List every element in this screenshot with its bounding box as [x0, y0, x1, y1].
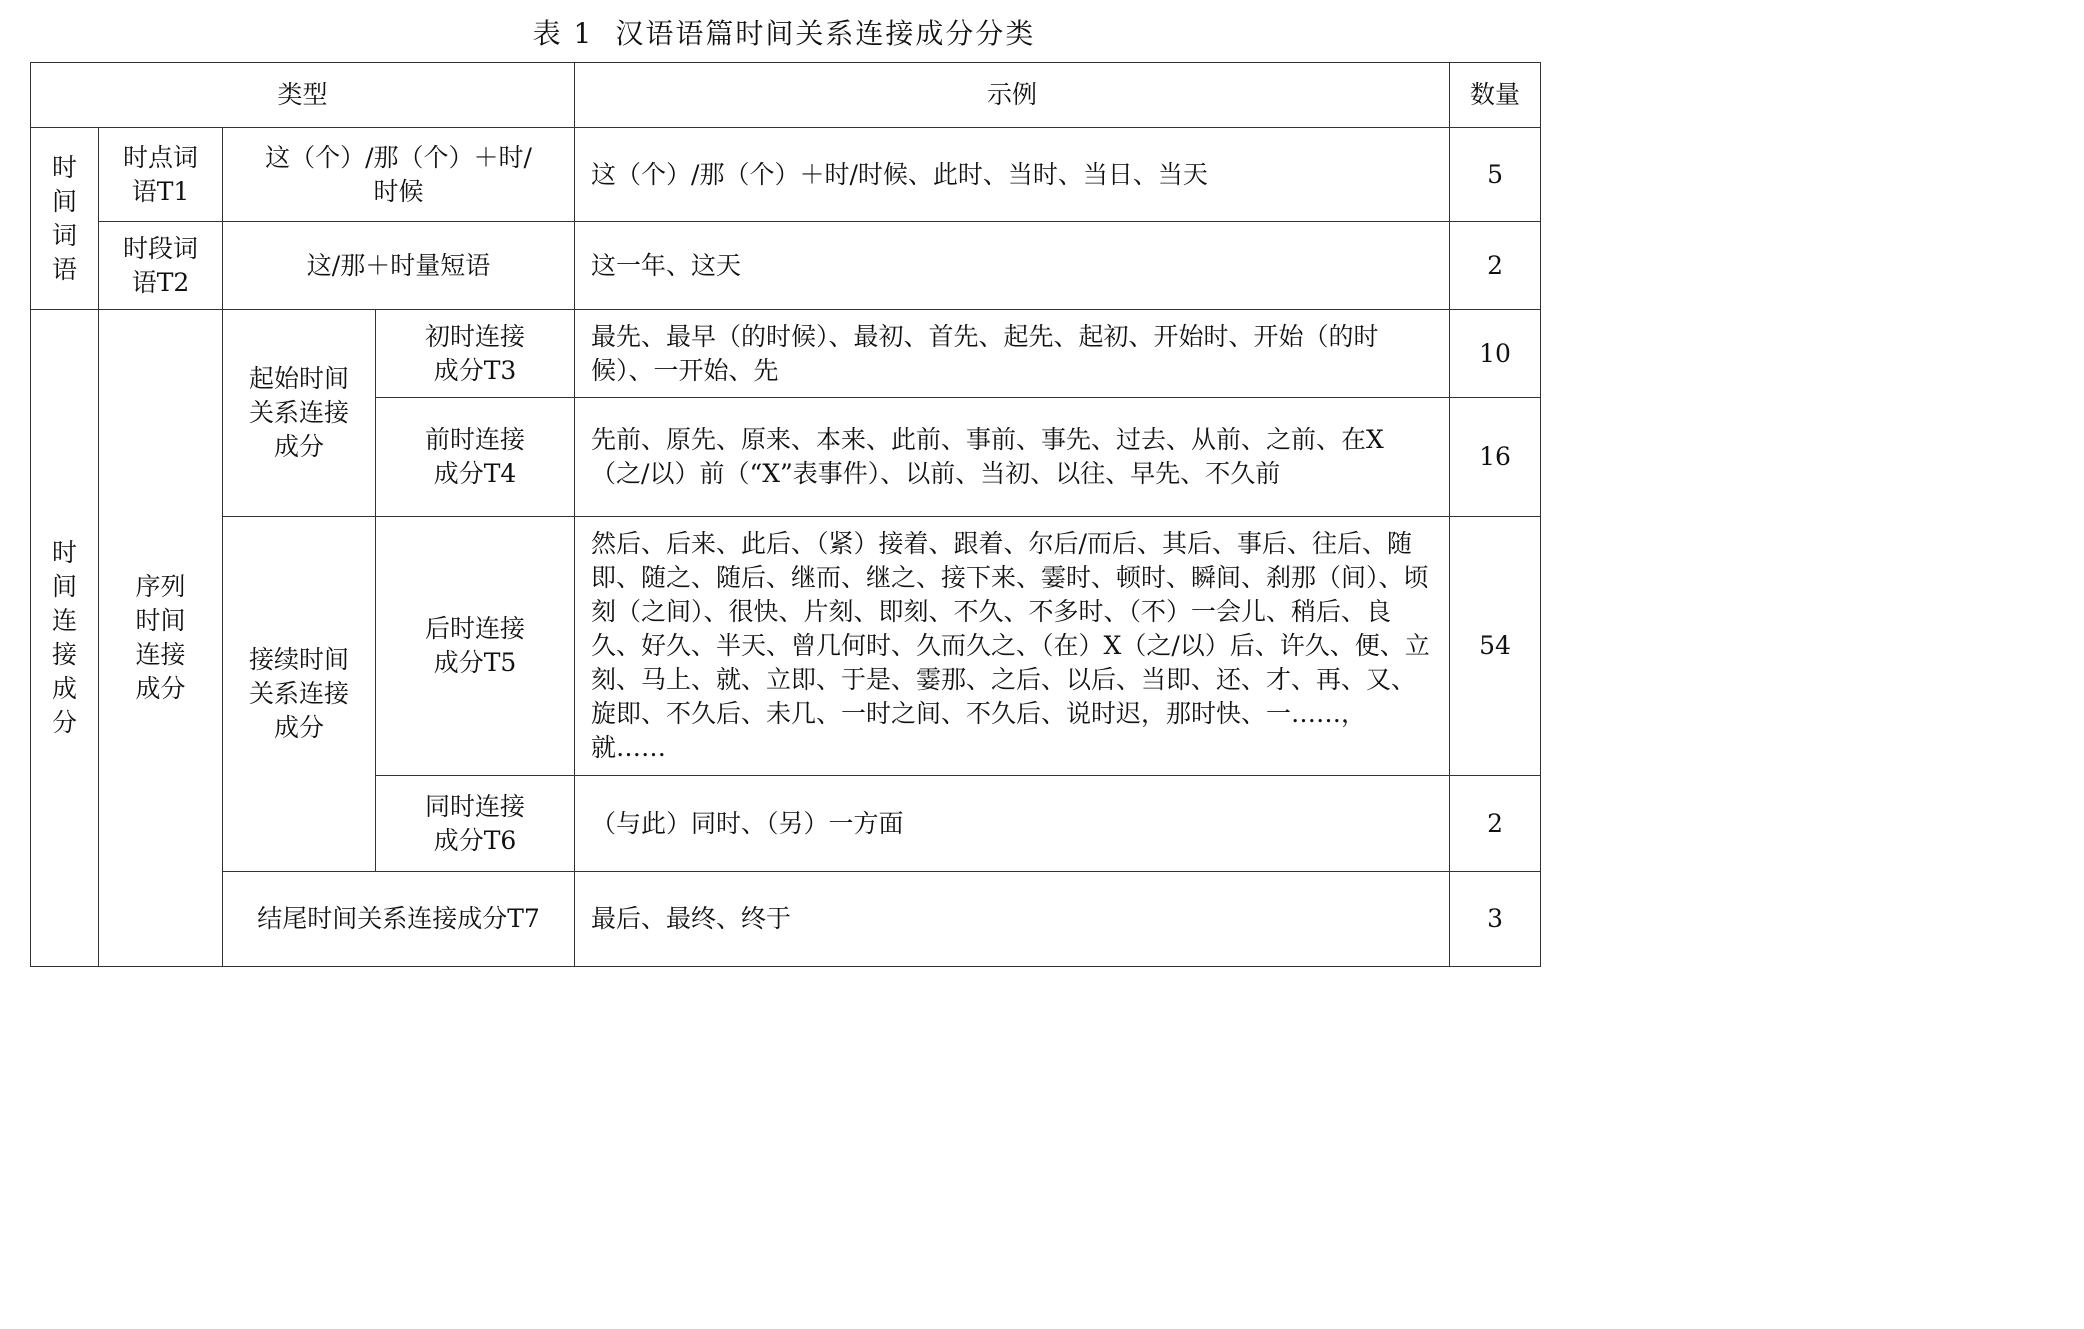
- row-label: 后时连接成分T5: [376, 517, 575, 776]
- header-type: 类型: [31, 63, 575, 128]
- row-examples: 然后、后来、此后、（紧）接着、跟着、尔后/而后、其后、事后、往后、随即、随之、随后、继而、继之、接下来、霎时、顿时、瞬间、刹那（间）、顷刻（之间）、很快、片刻、即刻、不久、不多时、（不）一会儿、稍后、良久、好久、半天、曾几何时、久而久之、（在）X（之/以）后、许久、便、立刻、马上、就、立即、于是、霎那、之后、以后、当即、还、才、再、又、旋即、不久后、未几、一时之间、不久后、说时迟，那时快、一……，就……: [575, 517, 1450, 776]
- row-count: 3: [1450, 872, 1541, 967]
- row-count: 5: [1450, 128, 1541, 222]
- table-row: [31, 517, 1541, 776]
- table-row: [31, 222, 1541, 310]
- row-label: 时段词语T2: [99, 222, 223, 310]
- group-continue: 接续时间关系连接成分: [223, 517, 376, 872]
- table-number: 表 1: [532, 17, 594, 50]
- table-title: 汉语语篇时间关系连接成分分类: [615, 17, 1036, 50]
- group-sequence: 序列时间连接成分: [99, 310, 223, 967]
- group-start: 起始时间关系连接成分: [223, 310, 376, 517]
- row-label: 结尾时间关系连接成分T7: [223, 872, 575, 967]
- row-label: 同时连接成分T6: [376, 776, 575, 872]
- row-count: 16: [1450, 398, 1541, 517]
- row-examples: 先前、原先、原来、本来、此前、事前、事先、过去、从前、之前、在X（之/以）前（“X”表事件）、以前、当初、以往、早先、不久前: [575, 398, 1450, 517]
- row-examples: 这（个）/那（个）＋时/时候、此时、当时、当日、当天: [575, 128, 1450, 222]
- row-label: 前时连接成分T4: [376, 398, 575, 517]
- row-examples: （与此）同时、（另）一方面: [575, 776, 1450, 872]
- group-time-connectives: 时间连接成分: [31, 310, 99, 967]
- row-count: 54: [1450, 517, 1541, 776]
- row-examples: 最后、最终、终于: [575, 872, 1450, 967]
- row-label: 初时连接成分T3: [376, 310, 575, 398]
- table-caption: [0, 14, 1568, 54]
- table-row: [31, 128, 1541, 222]
- row-examples: 最先、最早（的时候）、最初、首先、起先、起初、开始时、开始（的时候）、一开始、先: [575, 310, 1450, 398]
- header-example: 示例: [575, 63, 1450, 128]
- row-label: 时点词语T1: [99, 128, 223, 222]
- table-row: [31, 310, 1541, 398]
- row-count: 2: [1450, 776, 1541, 872]
- table-row: [31, 872, 1541, 967]
- header-count: 数量: [1450, 63, 1541, 128]
- row-count: 2: [1450, 222, 1541, 310]
- row-count: 10: [1450, 310, 1541, 398]
- group-time-words: 时间词语: [31, 128, 99, 310]
- row-form: 这/那＋时量短语: [223, 222, 575, 310]
- classification-table: [30, 62, 1541, 967]
- row-examples: 这一年、这天: [575, 222, 1450, 310]
- header-row: [31, 63, 1541, 128]
- row-form: 这（个）/那（个）＋时/时候: [223, 128, 575, 222]
